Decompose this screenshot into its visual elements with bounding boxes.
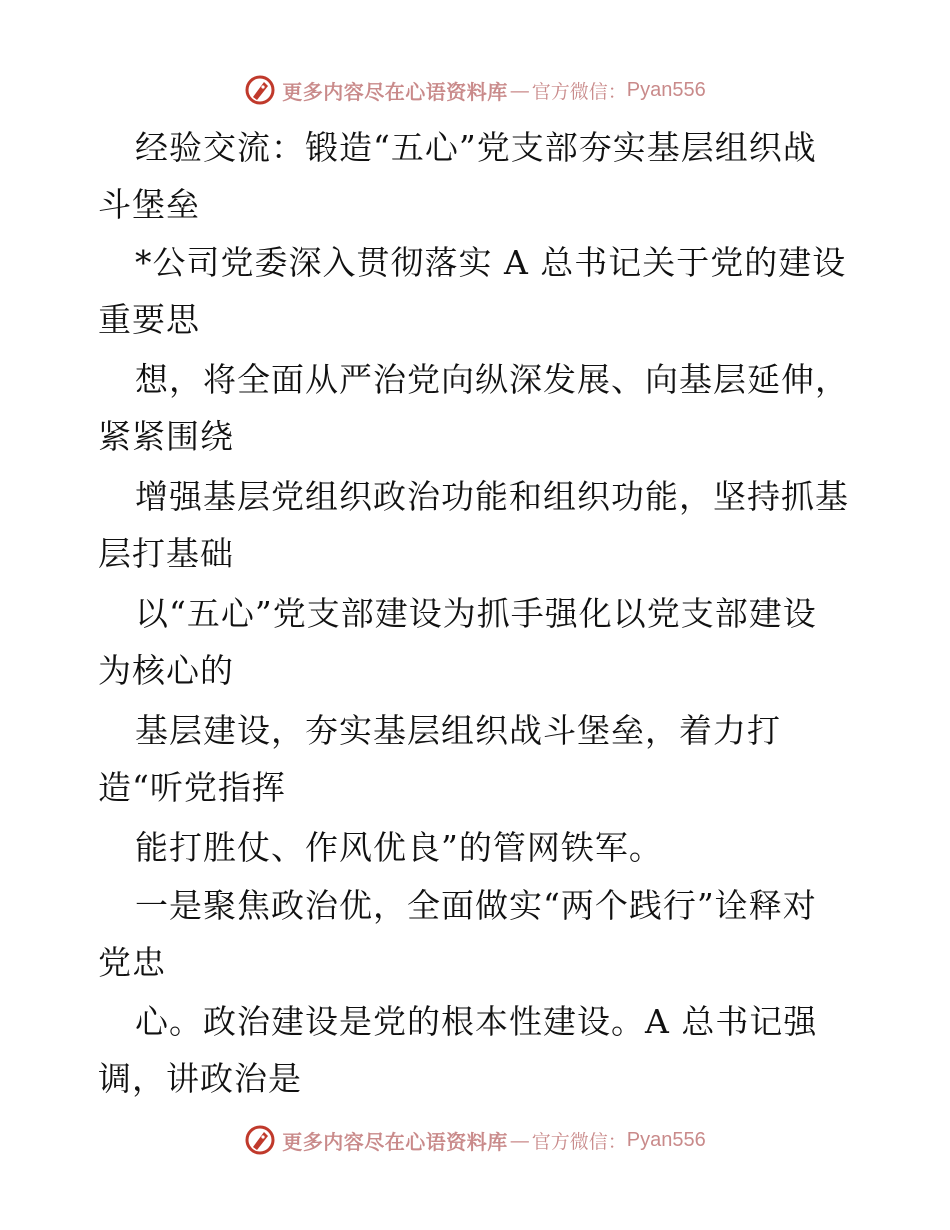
text-line: 党忠 <box>98 943 166 982</box>
text-line: 斗堡垒 <box>98 185 200 224</box>
text-line: 以“五心”党支部建设为抓手强化以党支部建设 <box>135 594 817 633</box>
text-line: 重要思 <box>98 300 200 339</box>
banner-wechat-label: 官方微信： <box>531 80 627 103</box>
text-line: 造“听党指挥 <box>98 768 286 807</box>
banner-wechat-label: 官方微信： <box>531 1130 627 1153</box>
text-line: 为核心的 <box>98 651 234 690</box>
text-line: 想，将全面从严治党向纵深发展、向基层延伸， <box>135 360 849 399</box>
text-line: 层打基础 <box>98 534 234 573</box>
text-line: 心。政治建设是党的根本性建设。A 总书记强 <box>135 1002 818 1041</box>
pen-nib-logo-icon <box>244 74 276 106</box>
text-line: 经验交流：锻造“五心”党支部夯实基层组织战 <box>135 128 817 167</box>
text-line: *公司党委深入贯彻落实 A 总书记关于党的建设 <box>135 243 847 282</box>
text-line: 能打胜仗、作风优良”的管网铁军。 <box>135 828 663 867</box>
banner-wechat-id: Pyan556 <box>626 78 706 101</box>
text-line: 一是聚焦政治优，全面做实“两个践行”诠释对 <box>135 886 817 925</box>
banner-title: 更多内容尽在心语资料库 <box>282 1129 508 1154</box>
text-line: 基层建设，夯实基层组织战斗堡垒，着力打 <box>135 711 781 750</box>
banner-wechat-id: Pyan556 <box>626 1128 706 1151</box>
banner-title: 更多内容尽在心语资料库 <box>282 79 508 104</box>
banner-dash: — <box>509 78 530 102</box>
text-line: 增强基层党组织政治功能和组织功能，坚持抓基 <box>135 477 849 516</box>
banner-dash: — <box>509 1128 530 1152</box>
header-banner <box>0 70 950 110</box>
pen-nib-logo-icon <box>244 1124 276 1156</box>
text-line: 紧紧围绕 <box>98 417 234 456</box>
footer-banner <box>0 1120 950 1160</box>
text-line: 调，讲政治是 <box>98 1059 302 1098</box>
